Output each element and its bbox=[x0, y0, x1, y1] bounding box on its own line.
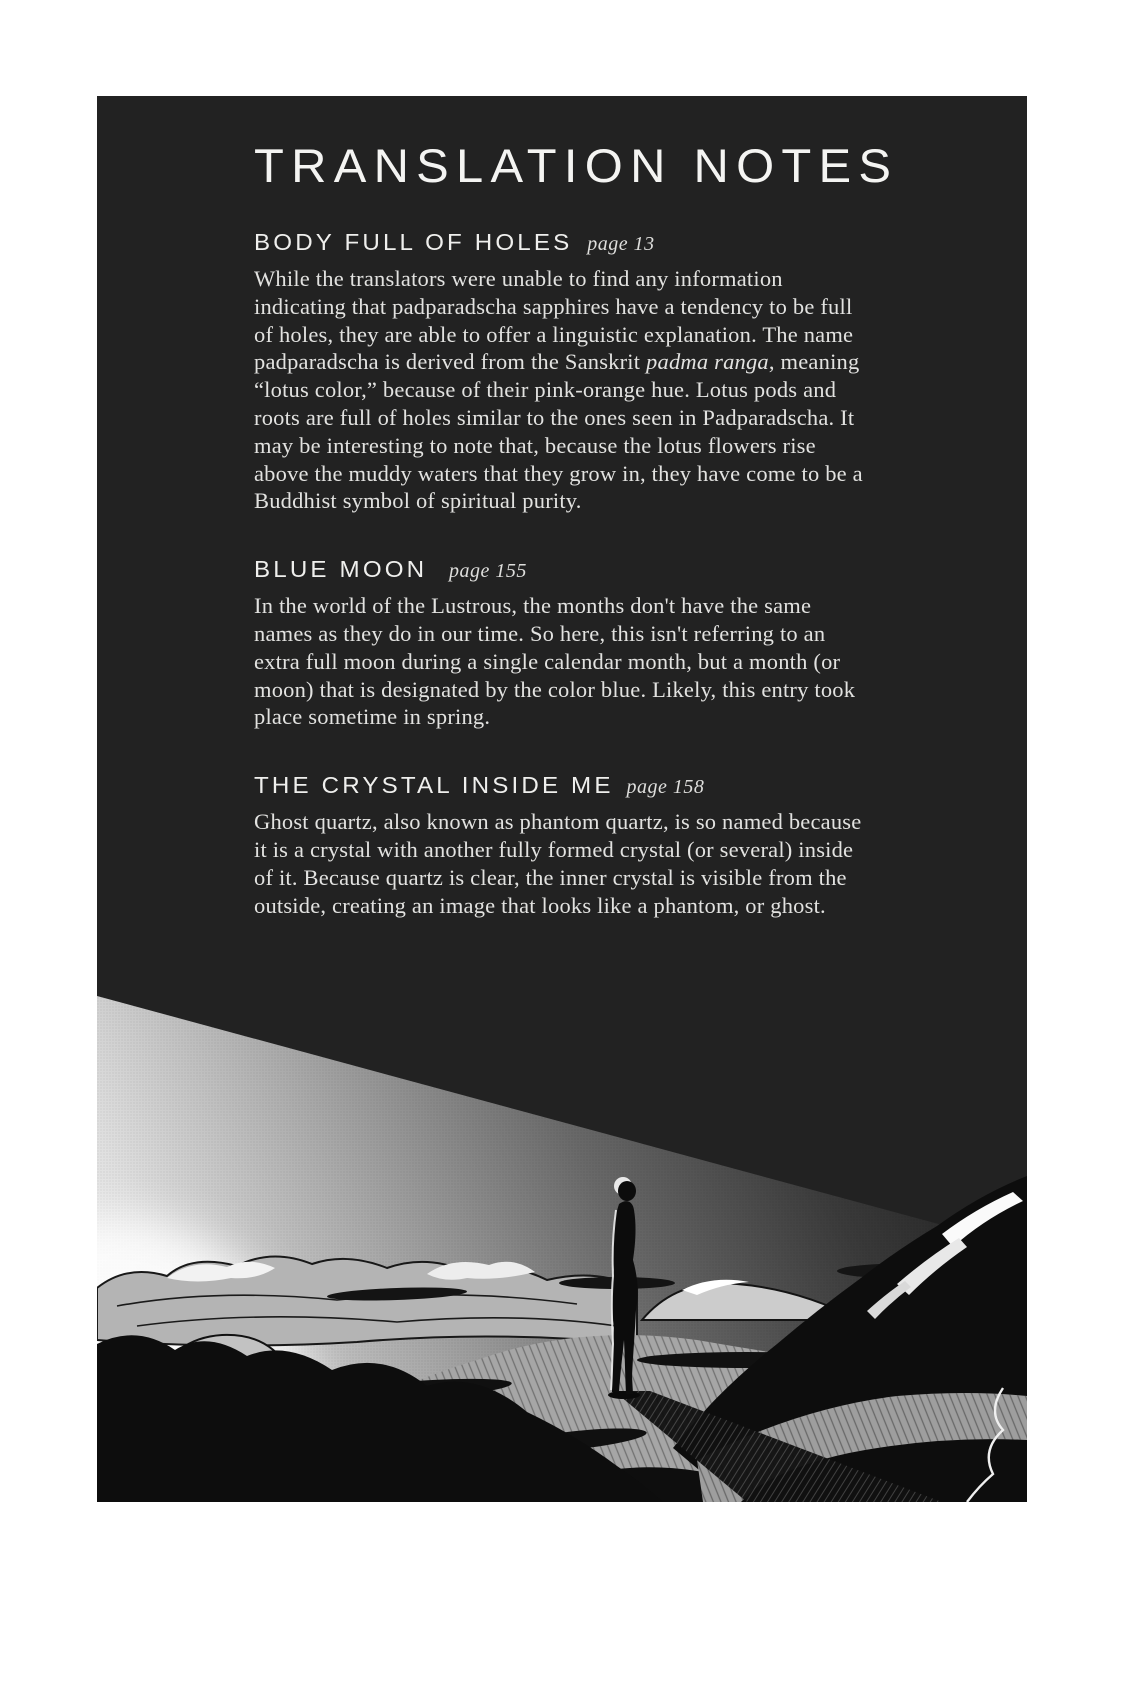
section-heading-row bbox=[254, 772, 872, 799]
section-body-full-of-holes bbox=[254, 229, 872, 515]
page-content bbox=[254, 138, 899, 960]
manga-page bbox=[97, 96, 1027, 1502]
bottom-illustration bbox=[97, 988, 1027, 1502]
section-heading-row bbox=[254, 556, 872, 583]
section-text: Ghost quartz, also known as phantom quartz, is so named because it is a crystal with another fully formed crystal (or several) inside of it. Because quartz is clear, the inner crystal is visible from the outside, creating an image that looks like a phantom, or ghost. bbox=[254, 809, 862, 918]
section-heading: THE CRYSTAL INSIDE ME bbox=[254, 772, 614, 799]
section-text: In the world of the Lustrous, the months don't have the same names as they do in our time. So here, this isn't referring to an extra full moon during a single calendar month, but a month (or moon) that is designated by the color blue. Likely, this entry took place sometime in spring. bbox=[254, 593, 856, 730]
page-reference: page 158 bbox=[626, 776, 705, 799]
section-heading: BLUE MOON bbox=[254, 556, 428, 583]
figure-head bbox=[618, 1181, 636, 1201]
section-heading-row bbox=[254, 229, 872, 256]
figure-foot-shadow bbox=[608, 1391, 640, 1399]
section-blue-moon bbox=[254, 556, 872, 731]
page-reference: page 155 bbox=[449, 560, 527, 583]
section-text: While the translators were unable to find any information indicating that padparadscha sapphires have a tendency to be full of holes, they are able to offer a linguistic explanation. The name padparadscha is derived from the Sanskrit padma ranga, meaning “lotus color,” because of their pink-orange hue. Lotus pods and roots are full of holes similar to the ones seen in Padparadscha. It may be interesting to note that, because the lotus flowers rise above the muddy waters that they grow in, they have come to be a Buddhist symbol of spiritual purity. bbox=[254, 266, 863, 514]
page-reference: page 13 bbox=[587, 233, 655, 255]
section-crystal-inside-me bbox=[254, 772, 872, 919]
page-title: TRANSLATION NOTES bbox=[254, 139, 899, 192]
section-heading: BODY FULL OF HOLES bbox=[254, 229, 573, 255]
